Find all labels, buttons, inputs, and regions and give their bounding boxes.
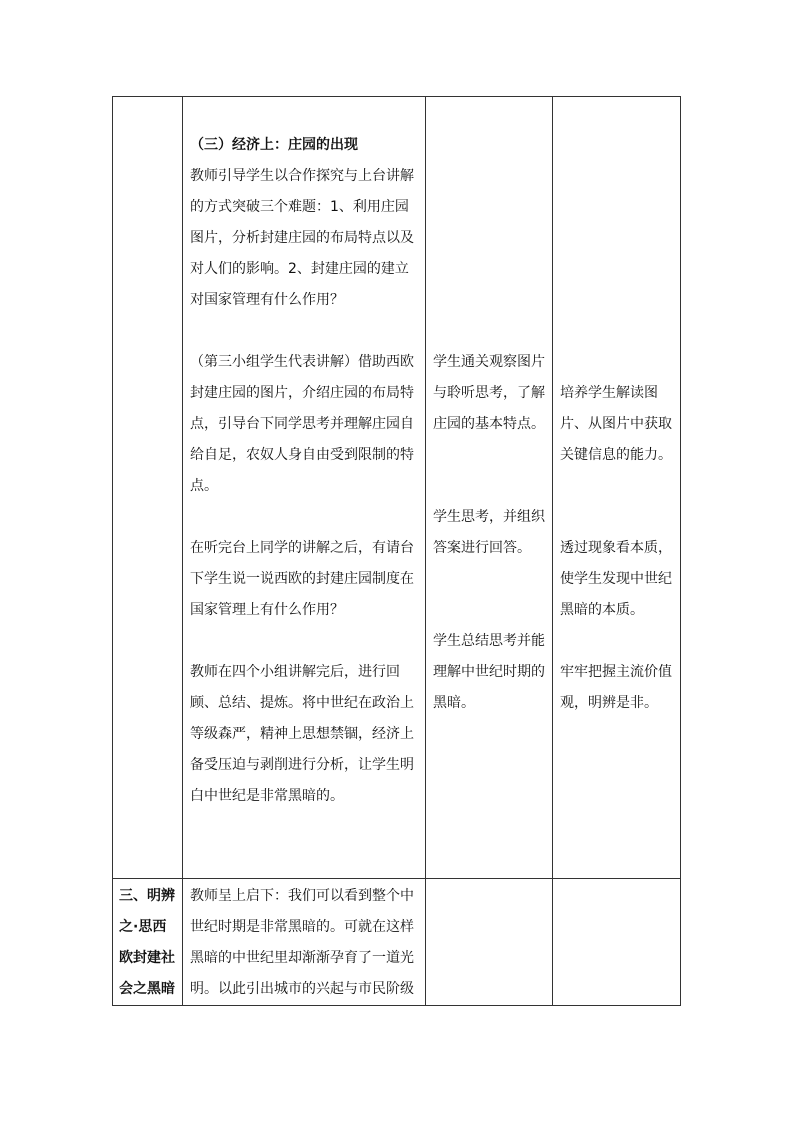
student-activity-cell: [426, 97, 553, 879]
teacher-activity-cell: [183, 879, 426, 1006]
design-intent-cell: [553, 97, 681, 879]
student-activity-cell: [426, 879, 553, 1006]
student-paragraph: 学生通关观察图片与聆听思考，了解庄园的基本特点。: [433, 354, 545, 432]
table-row: [113, 97, 681, 879]
student-paragraph: 学生总结思考并能理解中世纪时期的黑暗。: [433, 633, 545, 711]
section-title: 三、明辨之·思西欧封建社会之黑暗: [119, 888, 175, 997]
subsection-heading: （三）经济上：庄园的出现: [190, 137, 358, 153]
activity-paragraph: 在听完台上同学的讲解之后，有请台下学生说一说西欧的封建庄园制度在国家管理上有什么作用？: [190, 540, 414, 618]
lesson-plan-table: [112, 96, 681, 1006]
activity-paragraph: （第三小组学生代表讲解）借助西欧封建庄园的图片，介绍庄园的布局特点，引导台下同学思考并理解庄园自给自足，农奴人身自由受到限制的特点。: [190, 354, 414, 494]
student-paragraph: 学生思考，并组织答案进行回答。: [433, 509, 545, 556]
intent-paragraph: 透过现象看本质，使学生发现中世纪黑暗的本质。: [560, 540, 672, 618]
intent-paragraph: 牢牢把握主流价值观，明辨是非。: [560, 664, 672, 711]
activity-paragraph: 教师在四个小组讲解完后，进行回顾、总结、提炼。将中世纪在政治上等级森严，精神上思想禁锢，经济上备受压迫与剥削进行分析，让学生明白中世纪是非常黑暗的。: [190, 664, 414, 804]
design-intent-cell: [553, 879, 681, 1006]
activity-paragraph: 教师引导学生以合作探究与上台讲解的方式突破三个难题：1、利用庄园图片，分析封建庄园的布局特点以及对人们的影响。2、封建庄园的建立对国家管理有什么作用？: [190, 168, 414, 308]
section-cell: [113, 97, 183, 879]
table-row: [113, 879, 681, 1006]
activity-paragraph: 教师呈上启下：我们可以看到整个中世纪时期是非常黑暗的。可就在这样黑暗的中世纪里却渐渐孕育了一道光明。以此引出城市的兴起与市民阶级: [190, 888, 414, 997]
teacher-activity-cell: [183, 97, 426, 879]
intent-paragraph: 培养学生解读图片、从图片中获取关键信息的能力。: [560, 385, 672, 463]
section-cell: [113, 879, 183, 1006]
